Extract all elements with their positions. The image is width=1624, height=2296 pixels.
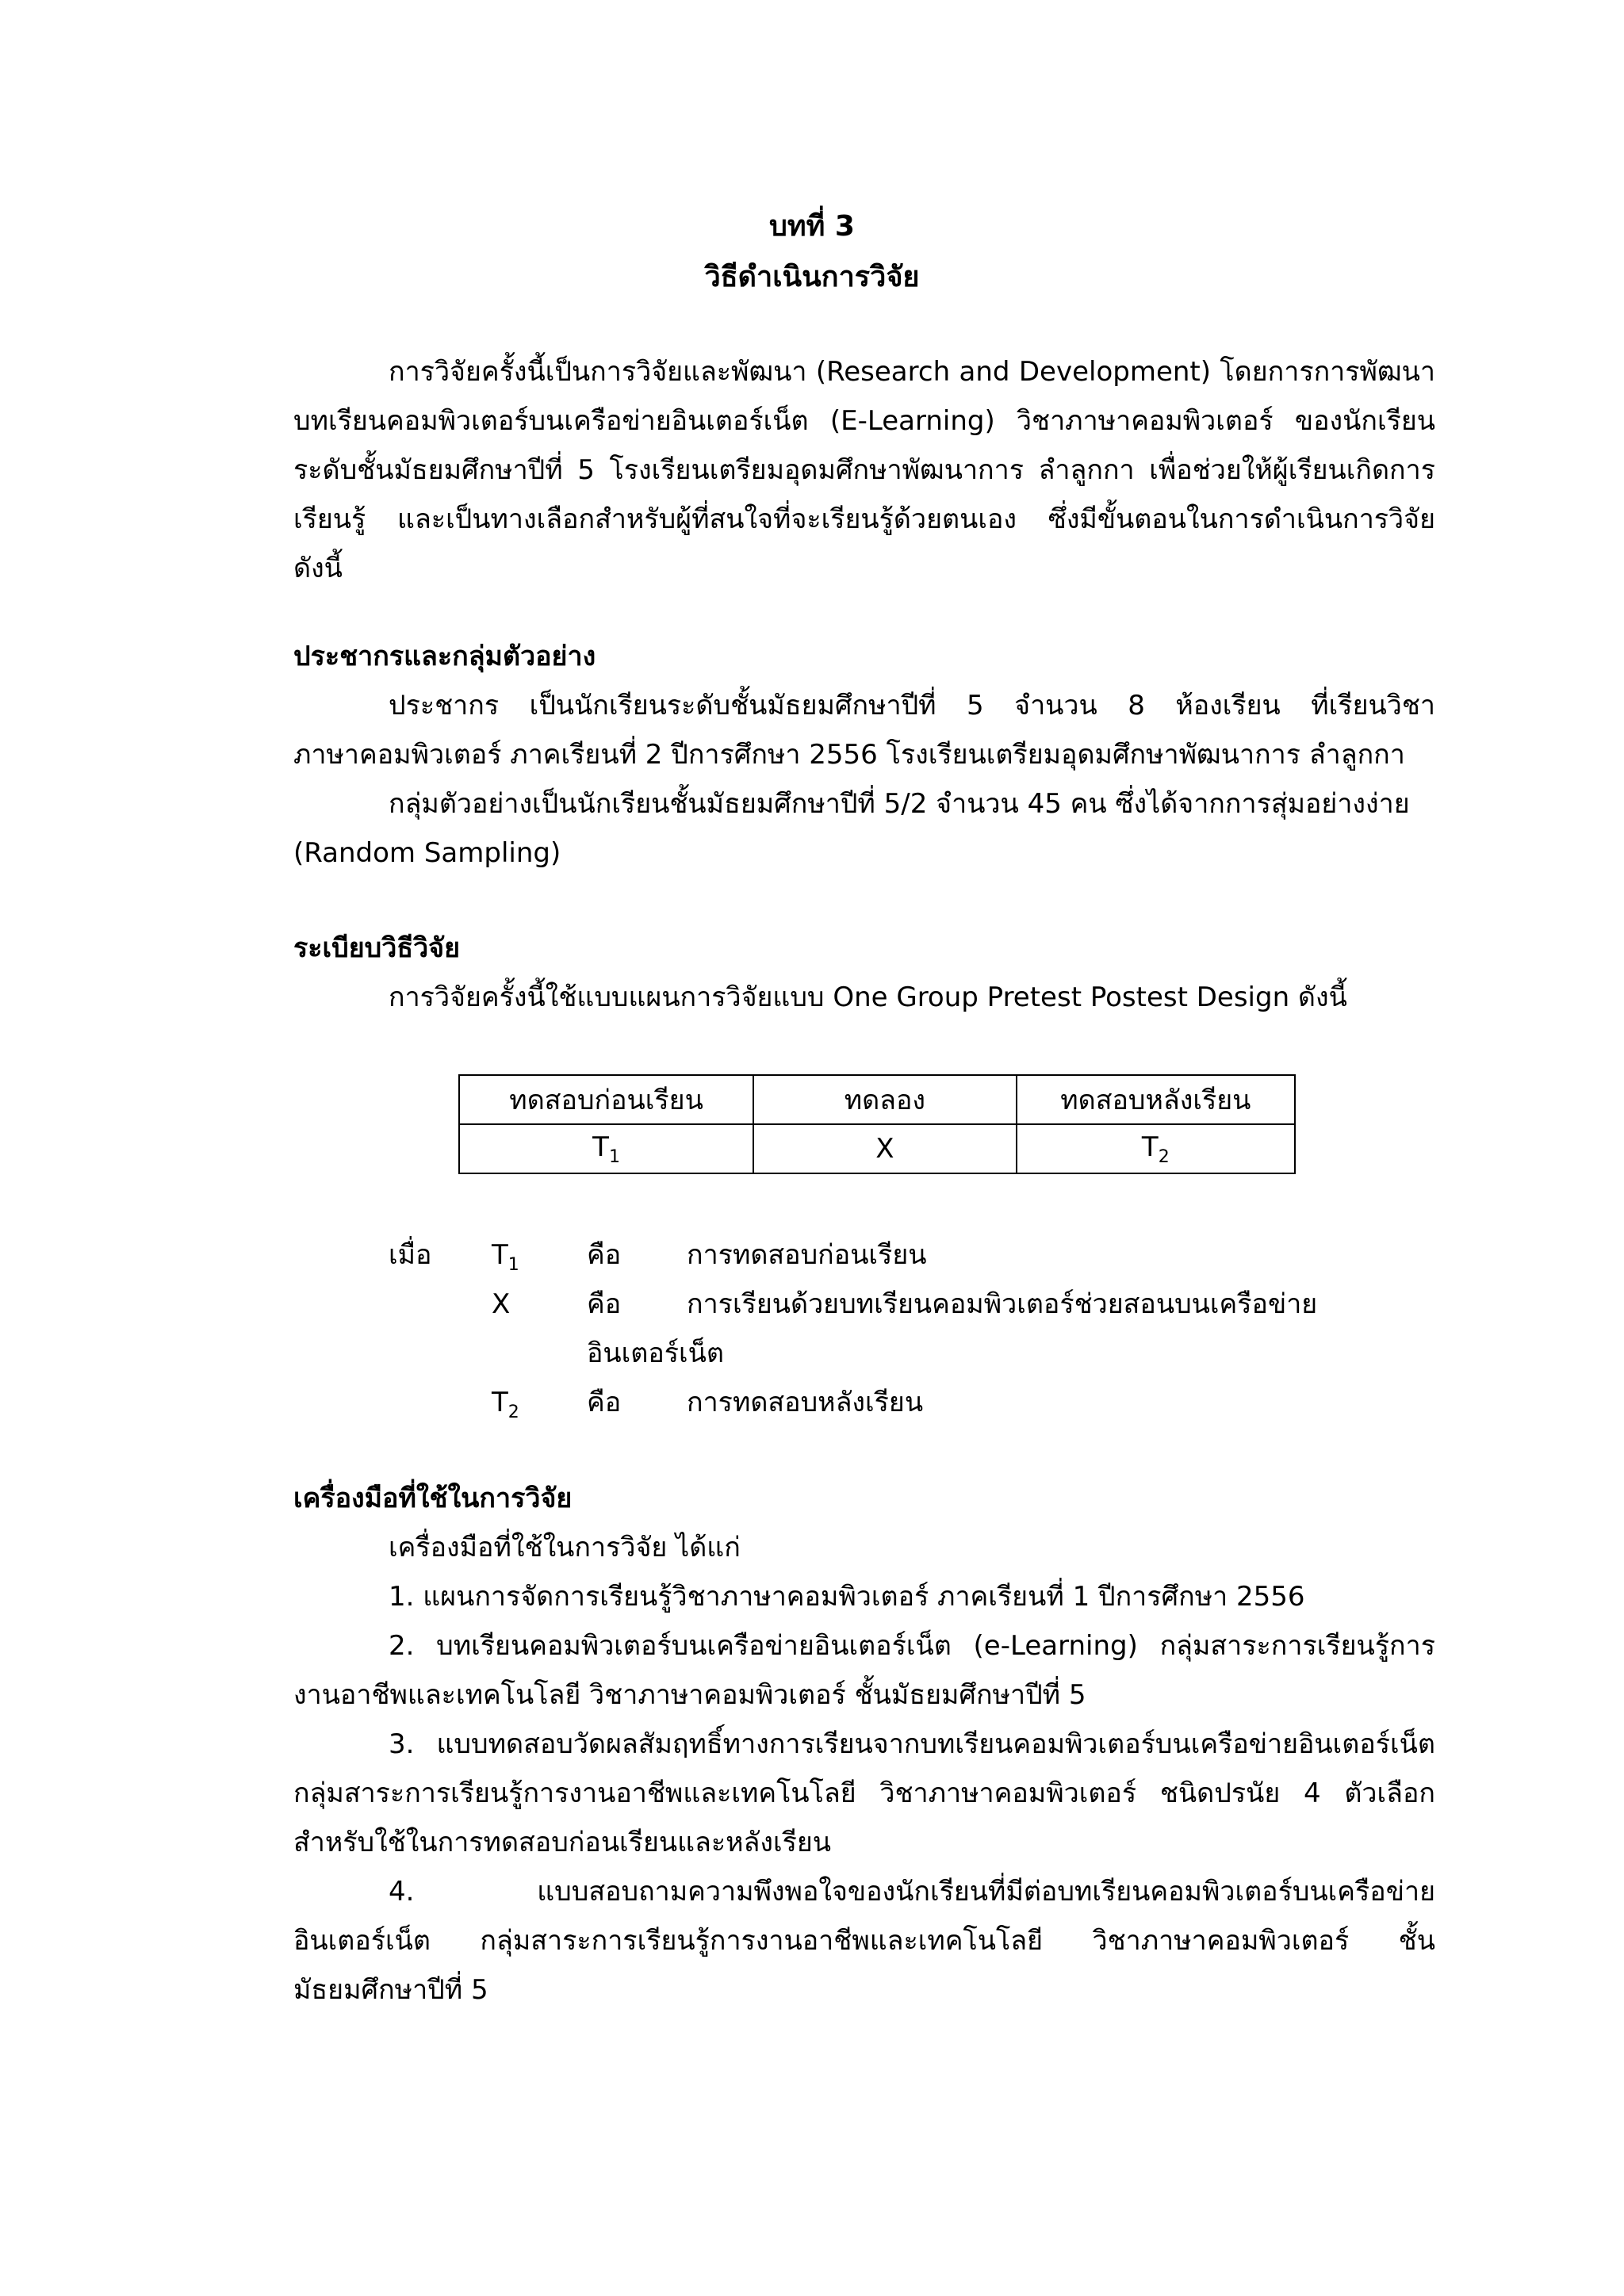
design-table: [458, 1074, 1296, 1174]
table-header-pretest: ทดสอบก่อนเรียน: [459, 1075, 753, 1124]
tools-item-4: 4. แบบสอบถามความพึงพอใจของนักเรียนที่มีต่อบทเรียนคอมพิวเตอร์บนเครือข่าย: [389, 1876, 1435, 1908]
chapter-number: บทที่ 3: [769, 210, 855, 243]
section-heading-tools: เครื่องมือที่ใช้ในการวิจัย: [293, 1483, 573, 1514]
intro-line: ระดับชั้นมัธยมศึกษาปีที่ 5 โรงเรียนเตรียมอุดมศึกษาพัฒนาการ ลำลูกกา เพื่อช่วยให้ผู้เรียนเกิดการ: [293, 454, 1435, 486]
chapter-title: วิธีดำเนินการวิจัย: [704, 261, 920, 293]
intro-line: ดังนี้: [293, 553, 343, 584]
table-cell-t2: $T_2$: [1017, 1124, 1295, 1173]
definition-is: คือ: [587, 1288, 622, 1320]
definition-is: คือ: [587, 1387, 622, 1418]
intro-line: การวิจัยครั้งนี้เป็นการวิจัยและพัฒนา (Research and Development) โดยการการพัฒนา: [389, 356, 1435, 388]
tools-item-3-cont: กลุ่มสาระการเรียนรู้การงานอาชีพและเทคโนโลยี วิชาภาษาคอมพิวเตอร์ ชนิดปรนัย 4 ตัวเลือก: [293, 1777, 1435, 1809]
intro-line: บทเรียนคอมพิวเตอร์บนเครือข่ายอินเตอร์เน็ต (E-Learning) วิชาภาษาคอมพิวเตอร์ ของนักเรียน: [293, 405, 1435, 437]
design-intro: การวิจัยครั้งนี้ใช้แบบแผนการวิจัยแบบ One Group Pretest Postest Design ดังนี้: [389, 982, 1347, 1013]
tools-item-3: 3. แบบทดสอบวัดผลสัมฤทธิ์ทางการเรียนจากบทเรียนคอมพิวเตอร์บนเครือข่ายอินเตอร์เน็ต: [389, 1728, 1435, 1760]
definition-when: เมื่อ: [389, 1239, 432, 1271]
definition-meaning-x: การเรียนด้วยบทเรียนคอมพิวเตอร์ช่วยสอนบนเครือข่าย: [687, 1288, 1318, 1320]
population-line: ภาษาคอมพิวเตอร์ ภาคเรียนที่ 2 ปีการศึกษา 2556 โรงเรียนเตรียมอุดมศึกษาพัฒนาการ ลำลูกกา: [293, 739, 1405, 771]
tools-item-4-cont: อินเตอร์เน็ต กลุ่มสาระการเรียนรู้การงานอาชีพและเทคโนโลยี วิชาภาษาคอมพิวเตอร์ ชั้น: [293, 1925, 1435, 1957]
table-header-treatment: ทดลอง: [753, 1075, 1017, 1124]
tools-intro: เครื่องมือที่ใช้ในการวิจัย ได้แก่: [389, 1532, 741, 1563]
table-row: [459, 1124, 1295, 1173]
section-heading-design: ระเบียบวิธีวิจัย: [293, 932, 461, 964]
intro-line: เรียนรู้ และเป็นทางเลือกสำหรับผู้ที่สนใจที่จะเรียนรู้ด้วยตนเอง ซึ่งมีขั้นตอนในการดำเนินการวิจัย: [293, 503, 1435, 535]
table-cell-x: X: [753, 1124, 1017, 1173]
population-line: ประชากร เป็นนักเรียนระดับชั้นมัธยมศึกษาปีที่ 5 จำนวน 8 ห้องเรียน ที่เรียนวิชา: [389, 690, 1435, 721]
tools-item-3-cont: สำหรับใช้ในการทดสอบก่อนเรียนและหลังเรียน: [293, 1827, 832, 1858]
definition-symbol-t1: $T_1$: [492, 1239, 519, 1275]
sample-line: กลุ่มตัวอย่างเป็นนักเรียนชั้นมัธยมศึกษาปีที่ 5/2 จำนวน 45 คน ซึ่งได้จากการสุ่มอย่างง่าย: [389, 788, 1410, 820]
table-header-posttest: ทดสอบหลังเรียน: [1017, 1075, 1295, 1124]
definition-is: คือ: [587, 1239, 622, 1271]
definition-meaning-t2: การทดสอบหลังเรียน: [687, 1387, 924, 1418]
definition-meaning-x-cont: อินเตอร์เน็ต: [587, 1337, 724, 1369]
table-header-row: [459, 1075, 1295, 1124]
definition-symbol-t2: $T_2$: [492, 1387, 519, 1422]
tools-item-1: 1. แผนการจัดการเรียนรู้วิชาภาษาคอมพิวเตอร์ ภาคเรียนที่ 1 ปีการศึกษา 2556: [389, 1581, 1305, 1613]
table-cell-t1: $T_1$: [459, 1124, 753, 1173]
tools-item-4-cont: มัธยมศึกษาปีที่ 5: [293, 1974, 488, 2006]
definition-meaning-t1: การทดสอบก่อนเรียน: [687, 1239, 927, 1271]
tools-item-2-cont: งานอาชีพและเทคโนโลยี วิชาภาษาคอมพิวเตอร์ ชั้นมัธยมศึกษาปีที่ 5: [293, 1679, 1086, 1711]
section-heading-population: ประชากรและกลุ่มตัวอย่าง: [293, 641, 596, 672]
sample-line: (Random Sampling): [293, 837, 561, 869]
definition-symbol-x: X: [492, 1288, 511, 1320]
tools-item-2: 2. บทเรียนคอมพิวเตอร์บนเครือข่ายอินเตอร์เน็ต (e-Learning) กลุ่มสาระการเรียนรู้การ: [389, 1630, 1435, 1662]
